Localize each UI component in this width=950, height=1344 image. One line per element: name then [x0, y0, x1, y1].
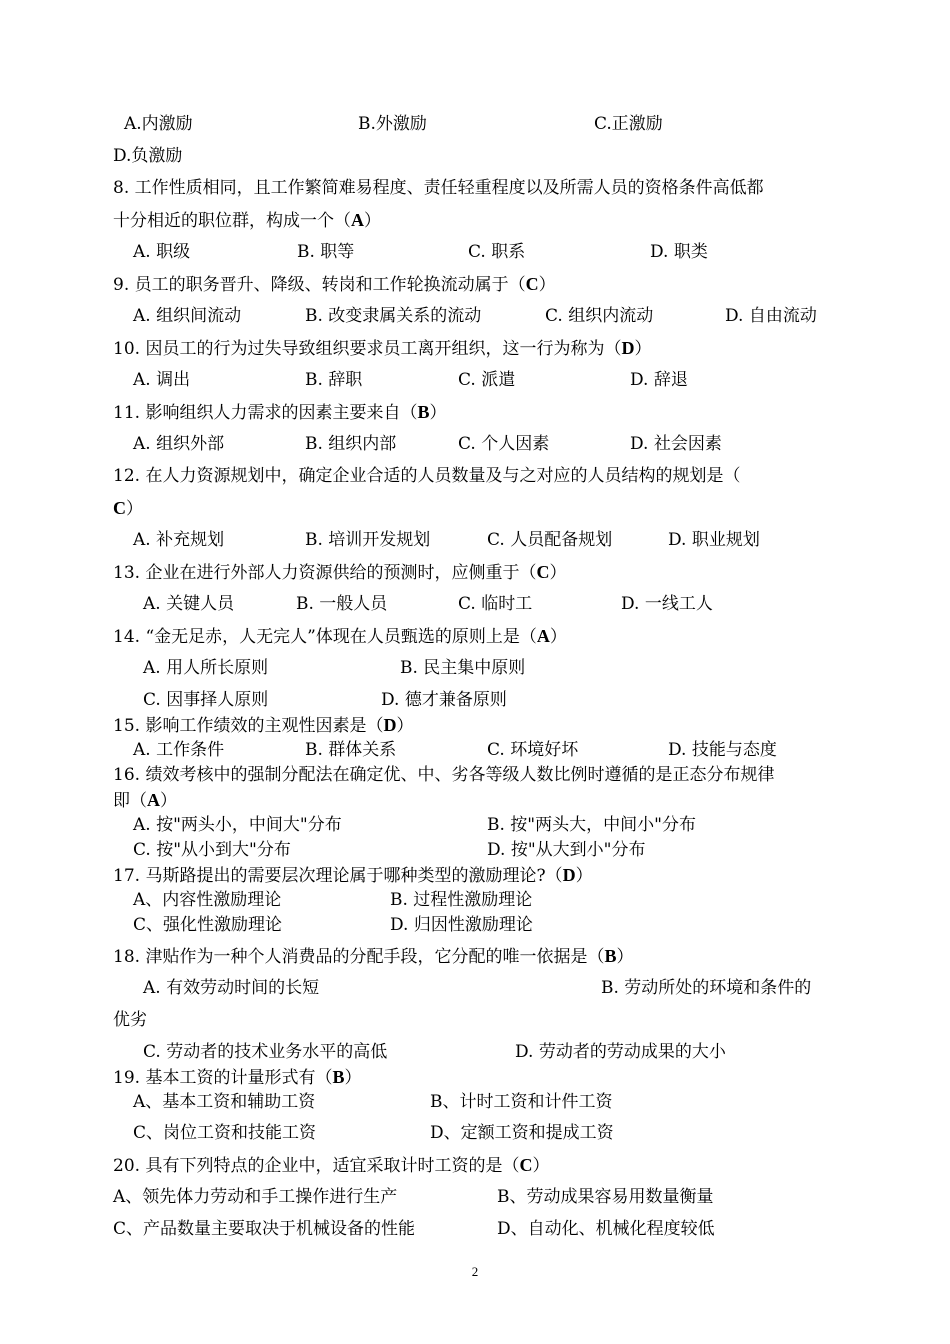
q9-stem: 9. 员工的职务晋升、降级、转岗和工作轮换流动属于（C）: [113, 274, 556, 295]
q15-stem: 15. 影响工作绩效的主观性因素是（D）: [113, 715, 414, 736]
q17-option-a: A、内容性激励理论: [133, 890, 282, 910]
q17-option-b: B. 过程性激励理论: [390, 890, 533, 910]
q8-option-a: A. 职级: [133, 242, 191, 262]
q10-stem: 10. 因员工的行为过失导致组织要求员工离开组织，这一行为称为（D）: [113, 338, 652, 359]
q12-stem-line2: C）: [113, 498, 143, 519]
q18-option-c: C. 劳动者的技术业务水平的高低: [143, 1042, 388, 1062]
q12-option-a: A. 补充规划: [133, 530, 225, 550]
q18-answer: B: [604, 946, 617, 966]
q11-option-d: D. 社会因素: [630, 434, 722, 454]
q18-option-b: B. 劳动所处的环境和条件的: [601, 978, 812, 998]
q9-answer: C: [525, 274, 539, 294]
q17-option-d: D. 归因性激励理论: [390, 915, 533, 935]
q17-stem: 17. 马斯路提出的需要层次理论属于哪种类型的激励理论?（D）: [113, 865, 593, 886]
q9-option-c: C. 组织内流动: [545, 306, 654, 326]
q12-answer: C: [113, 498, 126, 518]
q11-option-a: A. 组织外部: [133, 434, 225, 454]
q15-option-d: D. 技能与态度: [668, 740, 777, 760]
q13-option-c: C. 临时工: [458, 594, 533, 614]
q15-option-a: A. 工作条件: [133, 740, 225, 760]
q16-option-b: B. 按"两头大，中间小"分布: [487, 815, 696, 835]
q9-option-a: A. 组织间流动: [133, 306, 242, 326]
q20-answer: C: [519, 1155, 533, 1175]
q19-option-d: D、定额工资和提成工资: [430, 1123, 614, 1143]
q19-option-c: C、岗位工资和技能工资: [133, 1123, 317, 1143]
q16-option-a: A. 按"两头小，中间大"分布: [133, 815, 342, 835]
q7-option-c: C.正激励: [594, 114, 663, 134]
q14-option-a: A. 用人所长原则: [143, 658, 269, 678]
q18-stem: 18. 津贴作为一种个人消费品的分配手段，它分配的唯一依据是（B）: [113, 946, 634, 967]
q13-answer: C: [536, 562, 550, 582]
q14-option-d: D. 德才兼备原则: [381, 690, 507, 710]
q8-stem-line1: 8. 工作性质相同，且工作繁简难易程度、责任轻重程度以及所需人员的资格条件高低都: [113, 178, 764, 198]
q20-option-b: B、劳动成果容易用数量衡量: [497, 1187, 714, 1207]
q18-option-b-continued: 优劣: [113, 1010, 147, 1030]
q7-option-b: B.外激励: [358, 114, 427, 134]
q9-option-b: B. 改变隶属关系的流动: [305, 306, 482, 326]
q11-stem: 11. 影响组织人力需求的因素主要来自（B）: [113, 402, 447, 423]
q20-option-d: D、自动化、机械化程度较低: [497, 1219, 715, 1239]
q18-option-a: A. 有效劳动时间的长短: [143, 978, 320, 998]
q19-option-b: B、计时工资和计件工资: [430, 1092, 613, 1112]
q16-stem-line1: 16. 绩效考核中的强制分配法在确定优、中、劣各等级人数比例时遵循的是正态分布规律: [113, 765, 775, 785]
q7-option-a: A.内激励: [124, 114, 193, 134]
q12-option-c: C. 人员配备规划: [487, 530, 613, 550]
q19-stem: 19. 基本工资的计量形式有（B）: [113, 1067, 362, 1088]
q8-option-c: C. 职系: [468, 242, 526, 262]
q11-option-b: B. 组织内部: [305, 434, 397, 454]
q14-option-c: C. 因事择人原则: [143, 690, 269, 710]
q19-option-a: A、基本工资和辅助工资: [133, 1092, 316, 1112]
q13-option-d: D. 一线工人: [621, 594, 713, 614]
q10-option-d: D. 辞退: [630, 370, 688, 390]
q11-answer: B: [417, 402, 430, 422]
q20-option-c: C、产品数量主要取决于机械设备的性能: [113, 1219, 416, 1239]
q15-option-b: B. 群体关系: [305, 740, 397, 760]
q14-option-b: B. 民主集中原则: [400, 658, 526, 678]
q14-stem: 14. “金无足赤，人无完人”体现在人员甄选的原则上是（A）: [113, 626, 567, 647]
q19-answer: B: [332, 1067, 345, 1087]
q15-option-c: C. 环境好坏: [487, 740, 579, 760]
q17-answer: D: [562, 865, 576, 885]
q13-option-b: B. 一般人员: [296, 594, 388, 614]
q13-stem: 13. 企业在进行外部人力资源供给的预测时，应侧重于（C）: [113, 562, 567, 583]
q13-option-a: A. 关键人员: [143, 594, 235, 614]
q20-stem: 20. 具有下列特点的企业中，适宜采取计时工资的是（C）: [113, 1155, 550, 1176]
q10-answer: D: [621, 338, 635, 358]
q14-answer: A: [536, 626, 550, 646]
q8-answer: A: [351, 210, 364, 230]
q12-option-b: B. 培训开发规划: [305, 530, 431, 550]
q8-option-b: B. 职等: [297, 242, 355, 262]
q10-option-c: C. 派遣: [458, 370, 516, 390]
page-number: 2: [471, 1264, 479, 1279]
q8-stem-line2: 十分相近的职位群，构成一个（A）: [113, 210, 381, 231]
q10-option-b: B. 辞职: [305, 370, 363, 390]
q16-option-c: C. 按"从小到大"分布: [133, 840, 291, 860]
q18-option-d: D. 劳动者的劳动成果的大小: [515, 1042, 726, 1062]
q20-option-a: A、领先体力劳动和手工操作进行生产: [113, 1187, 398, 1207]
q15-answer: D: [383, 715, 397, 735]
q12-stem-line1: 12. 在人力资源规划中，确定企业合适的人员数量及与之对应的人员结构的规划是（: [113, 466, 741, 486]
q9-option-d: D. 自由流动: [725, 306, 817, 326]
q12-option-d: D. 职业规划: [668, 530, 760, 550]
q11-option-c: C. 个人因素: [458, 434, 550, 454]
q16-stem-line2: 即（A）: [113, 790, 177, 811]
q16-option-d: D. 按"从大到小"分布: [487, 840, 646, 860]
q17-option-c: C、强化性激励理论: [133, 915, 283, 935]
q7-option-d: D.负激励: [113, 146, 183, 166]
q8-option-d: D. 职类: [650, 242, 708, 262]
q10-option-a: A. 调出: [133, 370, 191, 390]
q16-answer: A: [147, 790, 160, 810]
